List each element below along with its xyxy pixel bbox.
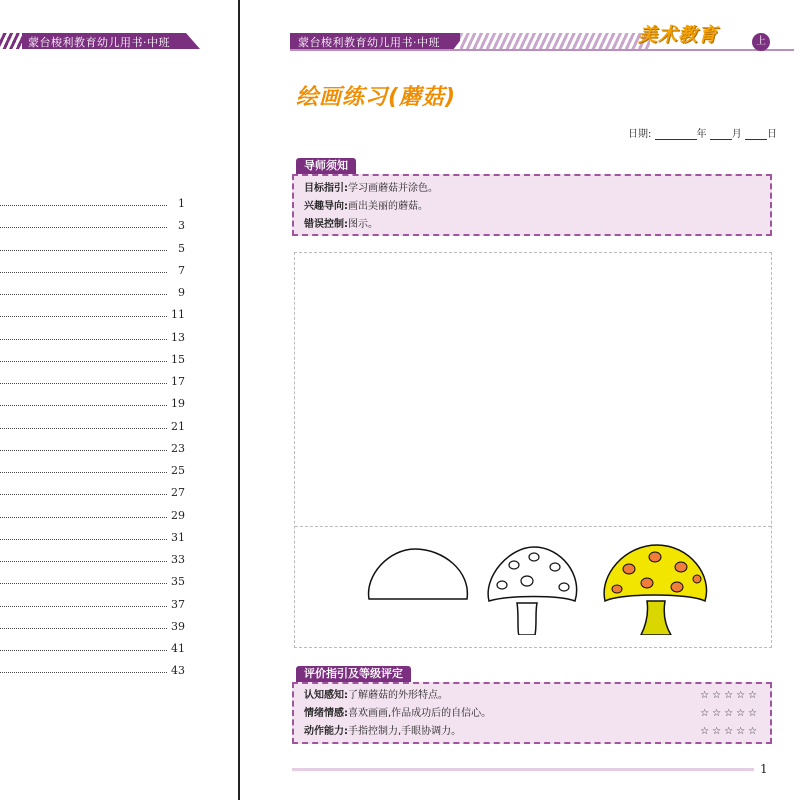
mushroom-step3-colored: [604, 545, 706, 635]
toc-leader-dots: [0, 227, 167, 228]
guide-item-label: 兴趣导向:: [304, 201, 348, 212]
toc-leader-dots: [0, 517, 167, 518]
date-day-blank[interactable]: [745, 129, 767, 140]
toc-row[interactable]: [0, 509, 185, 531]
toc-leader-dots: [0, 316, 167, 317]
evaluation-tag: 评价指引及等级评定: [296, 666, 411, 682]
toc-page-number: 7: [178, 263, 185, 277]
toc-row[interactable]: [0, 642, 185, 664]
left-header-text: 蒙台梭利教育幼儿用书·中班: [28, 36, 170, 49]
toc-page-number: 21: [171, 419, 185, 433]
volume-badge: 上: [752, 33, 770, 51]
guide-item: [304, 180, 760, 198]
toc-leader-dots: [0, 294, 167, 295]
toc-row[interactable]: [0, 286, 185, 308]
toc-leader-dots: [0, 428, 167, 429]
toc-row[interactable]: [0, 308, 185, 330]
toc-row[interactable]: [0, 219, 185, 241]
rating-stars[interactable]: ☆☆☆☆☆: [700, 690, 760, 701]
toc-row[interactable]: [0, 575, 185, 597]
date-year-label: 年: [696, 129, 707, 140]
toc-leader-dots: [0, 250, 167, 251]
toc-page-number: 33: [171, 553, 185, 566]
toc-leader-dots: [0, 339, 167, 340]
toc-page-number: 13: [171, 330, 185, 344]
toc-leader-dots: [0, 205, 167, 206]
guide-item-text: 图示。: [348, 219, 378, 230]
guide-item-label: 错误控制:: [304, 219, 348, 230]
date-day-label: 日: [766, 129, 777, 140]
guide-box: [292, 174, 772, 236]
toc-leader-dots: [0, 628, 167, 629]
toc-page-number: 9: [178, 286, 185, 299]
drawing-divider: [295, 526, 771, 527]
right-page: [240, 0, 800, 800]
toc-row[interactable]: [0, 598, 185, 620]
toc-leader-dots: [0, 650, 167, 651]
lesson-title: 绘画练习(蘑菇): [296, 85, 457, 110]
toc-page-number: 35: [171, 575, 185, 589]
guide-item: [304, 198, 760, 216]
guide-tag: 导师须知: [296, 158, 356, 174]
toc-page-number: 5: [178, 241, 185, 255]
toc-leader-dots: [0, 494, 167, 495]
header-underline: [290, 49, 794, 51]
date-label: 日期:: [628, 129, 652, 140]
section-title: 美术教育: [638, 24, 719, 46]
toc-page-number: 3: [178, 219, 185, 233]
right-header-text: 蒙台梭利教育幼儿用书·中班: [298, 36, 440, 49]
rating-stars[interactable]: ☆☆☆☆☆: [700, 708, 760, 719]
toc-page-number: 29: [171, 508, 185, 522]
evaluation-item: [304, 705, 760, 723]
toc-page-number: 15: [171, 352, 185, 366]
guide-item-label: 目标指引:: [304, 183, 348, 194]
toc-row[interactable]: [0, 264, 185, 286]
toc-row[interactable]: [0, 397, 185, 419]
toc-row[interactable]: [0, 442, 185, 464]
toc-page-number: 1: [178, 197, 185, 210]
toc-page-number: 37: [171, 597, 185, 611]
toc-row[interactable]: [0, 486, 185, 508]
mushroom-step2-outline: [488, 547, 577, 635]
toc-leader-dots: [0, 383, 167, 384]
evaluation-item-label: 动作能力:: [304, 726, 348, 737]
toc-leader-dots: [0, 561, 167, 562]
header-stripes: [460, 33, 650, 49]
toc-page-number: 41: [171, 642, 185, 655]
toc-row[interactable]: [0, 664, 185, 686]
header-stripes: [0, 33, 22, 49]
toc-page-number: 31: [171, 530, 185, 544]
guide-item: [304, 216, 760, 234]
date-year-blank[interactable]: [655, 129, 697, 140]
toc-leader-dots: [0, 361, 167, 362]
toc-row[interactable]: [0, 420, 185, 442]
mushroom-step1-outline: [369, 549, 468, 599]
date-month-blank[interactable]: [710, 129, 732, 140]
toc-leader-dots: [0, 583, 167, 584]
toc-row[interactable]: [0, 242, 185, 264]
toc-row[interactable]: [0, 531, 185, 553]
date-line: [628, 125, 777, 140]
evaluation-item-text: 手指控制力,手眼协调力。: [348, 726, 462, 737]
toc-page-number: 39: [171, 619, 185, 633]
toc-row[interactable]: [0, 331, 185, 353]
toc-page-number: 27: [171, 486, 185, 500]
toc-leader-dots: [0, 539, 167, 540]
guide-item-text: 学习画蘑菇并涂色。: [348, 183, 438, 194]
rating-stars[interactable]: ☆☆☆☆☆: [700, 726, 760, 737]
mushroom-examples: [359, 535, 779, 635]
toc-page-number: 43: [171, 664, 185, 678]
toc-row[interactable]: [0, 620, 185, 642]
table-of-contents: [0, 197, 185, 687]
toc-page-number: 25: [171, 464, 185, 477]
evaluation-item: [304, 723, 760, 741]
toc-page-number: 23: [171, 441, 185, 455]
toc-row[interactable]: [0, 197, 185, 219]
toc-leader-dots: [0, 472, 167, 473]
evaluation-item-text: 喜欢画画,作品成功后的自信心。: [348, 708, 492, 719]
toc-leader-dots: [0, 672, 167, 673]
evaluation-item-label: 认知感知:: [304, 690, 348, 701]
toc-leader-dots: [0, 450, 167, 451]
guide-item-text: 画出美丽的蘑菇。: [348, 201, 428, 212]
toc-page-number: 11: [171, 308, 185, 322]
toc-page-number: 17: [171, 375, 185, 388]
left-page: [0, 0, 238, 800]
evaluation-item-text: 了解蘑菇的外形特点。: [348, 690, 448, 701]
drawing-area[interactable]: [294, 252, 772, 648]
toc-leader-dots: [0, 405, 167, 406]
page-number: 1: [760, 762, 768, 776]
evaluation-item: [304, 687, 760, 705]
toc-row[interactable]: [0, 375, 185, 397]
evaluation-box: [292, 682, 772, 744]
toc-leader-dots: [0, 272, 167, 273]
left-page-header: [0, 33, 200, 49]
footer-line: [292, 768, 754, 771]
evaluation-item-label: 情绪情感:: [304, 708, 348, 719]
toc-row[interactable]: [0, 553, 185, 575]
toc-row[interactable]: [0, 464, 185, 486]
toc-page-number: 19: [171, 397, 185, 411]
date-month-label: 月: [731, 129, 742, 140]
right-page-header: [290, 33, 794, 49]
toc-row[interactable]: [0, 353, 185, 375]
toc-leader-dots: [0, 606, 167, 607]
